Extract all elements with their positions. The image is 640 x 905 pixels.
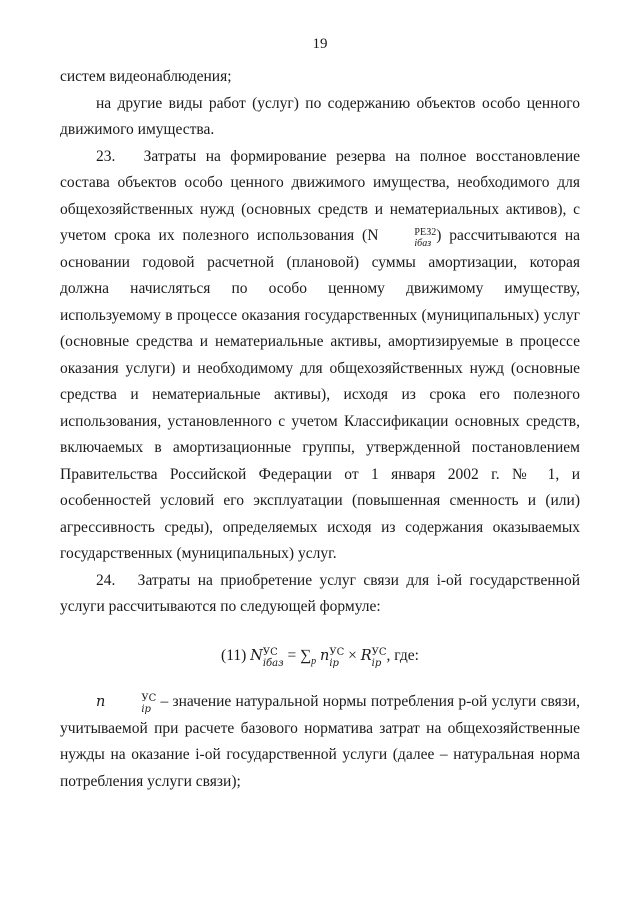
- formula-r-indices: [372, 647, 387, 669]
- definition-text: – значение натуральной нормы потребления p-ой услуги связи, учитываемой при расчете базового норматива затрат на общехозяйственные нужды на оказание i-ой государственной услуги (далее – натуральная норма потребления услуги связи);: [60, 693, 580, 790]
- paragraph-23-text-start: 23. Затраты на формирование резерва на полное восстановление состава объектов особо ценного движимого имущества, необходимого для общехозяйственных нужд (основных средств и нематериальных активов), с учетом срока их полезного использования (N: [60, 147, 580, 244]
- reserve-symbol-indices: [378, 227, 436, 249]
- paragraph-23: [60, 144, 580, 568]
- formula-n-sup: УС: [329, 646, 345, 658]
- formula-sum-index: p: [311, 655, 317, 667]
- document-body: [60, 64, 580, 795]
- paragraph-23-text-end: ) рассчитываются на основании годовой расчетной (плановой) суммы амортизации, которая должна начисляться по особо ценному движимому имуществу, используемому в процессе оказания государственных (муниципальных) услуг (основные средства и нематериальные активы, амортизируемые в процессе оказания услуги) и необходимому для общехозяйственных нужд (основные средства и нематериальные активы), исходя из срока его полезного использования, установленного с учетом Классификации основных средств, включаемых в амортизационные группы, утвержденной постановлением Правительства Российской Федерации от 1 января 2002 г. № 1, и особенностей условий его эксплуатации (повышенная сменность и (или) агрессивность среды), определяемых исходя из содержания оказываемых государственных (муниципальных) услуг.: [60, 227, 580, 562]
- formula-lhs-symbol: N: [250, 647, 263, 664]
- paragraph-definition: [60, 689, 580, 795]
- formula-n-symbol: n: [320, 647, 330, 664]
- paragraph-other-works: на другие виды работ (услуг) по содержанию объектов особо ценного движимого имущества.: [60, 94, 580, 138]
- formula-11: [60, 643, 580, 676]
- definition-symbol-letter: n: [96, 694, 106, 710]
- formula-tail: , где:: [386, 646, 419, 664]
- formula-sum-sign: ∑: [300, 646, 312, 664]
- formula-number: (11): [221, 646, 247, 664]
- formula-lhs-sup: УС: [262, 646, 278, 658]
- reserve-symbol-sub: iбаз: [414, 238, 432, 249]
- definition-sup: УС: [141, 693, 157, 704]
- formula-lhs-sub: iбаз: [262, 657, 284, 669]
- definition-symbol-indices: [105, 693, 156, 715]
- formula-lhs: [250, 646, 284, 669]
- reserve-symbol-sup: РЕЗ2: [414, 227, 437, 238]
- formula-times: ×: [344, 646, 361, 664]
- formula-r-sub: ip: [371, 657, 382, 669]
- paragraph-24: 24. Затраты на приобретение услуг связи для i-ой государственной услуги рассчитываются по следующей формуле:: [60, 571, 580, 615]
- formula-lhs-indices: [263, 647, 284, 669]
- formula-n-term: [320, 646, 345, 669]
- definition-symbol: [96, 693, 157, 715]
- page-number: 19: [312, 36, 328, 52]
- definition-sub: ip: [141, 704, 151, 715]
- formula-equals: =: [283, 646, 301, 664]
- formula-n-sub: ip: [329, 657, 339, 669]
- paragraph-video-surveillance: систем видеонаблюдения;: [60, 68, 232, 85]
- formula-n-indices: [329, 647, 344, 669]
- formula-r-symbol: R: [360, 647, 372, 664]
- formula-r-term: [360, 646, 387, 669]
- formula-r-sup: УС: [371, 646, 387, 658]
